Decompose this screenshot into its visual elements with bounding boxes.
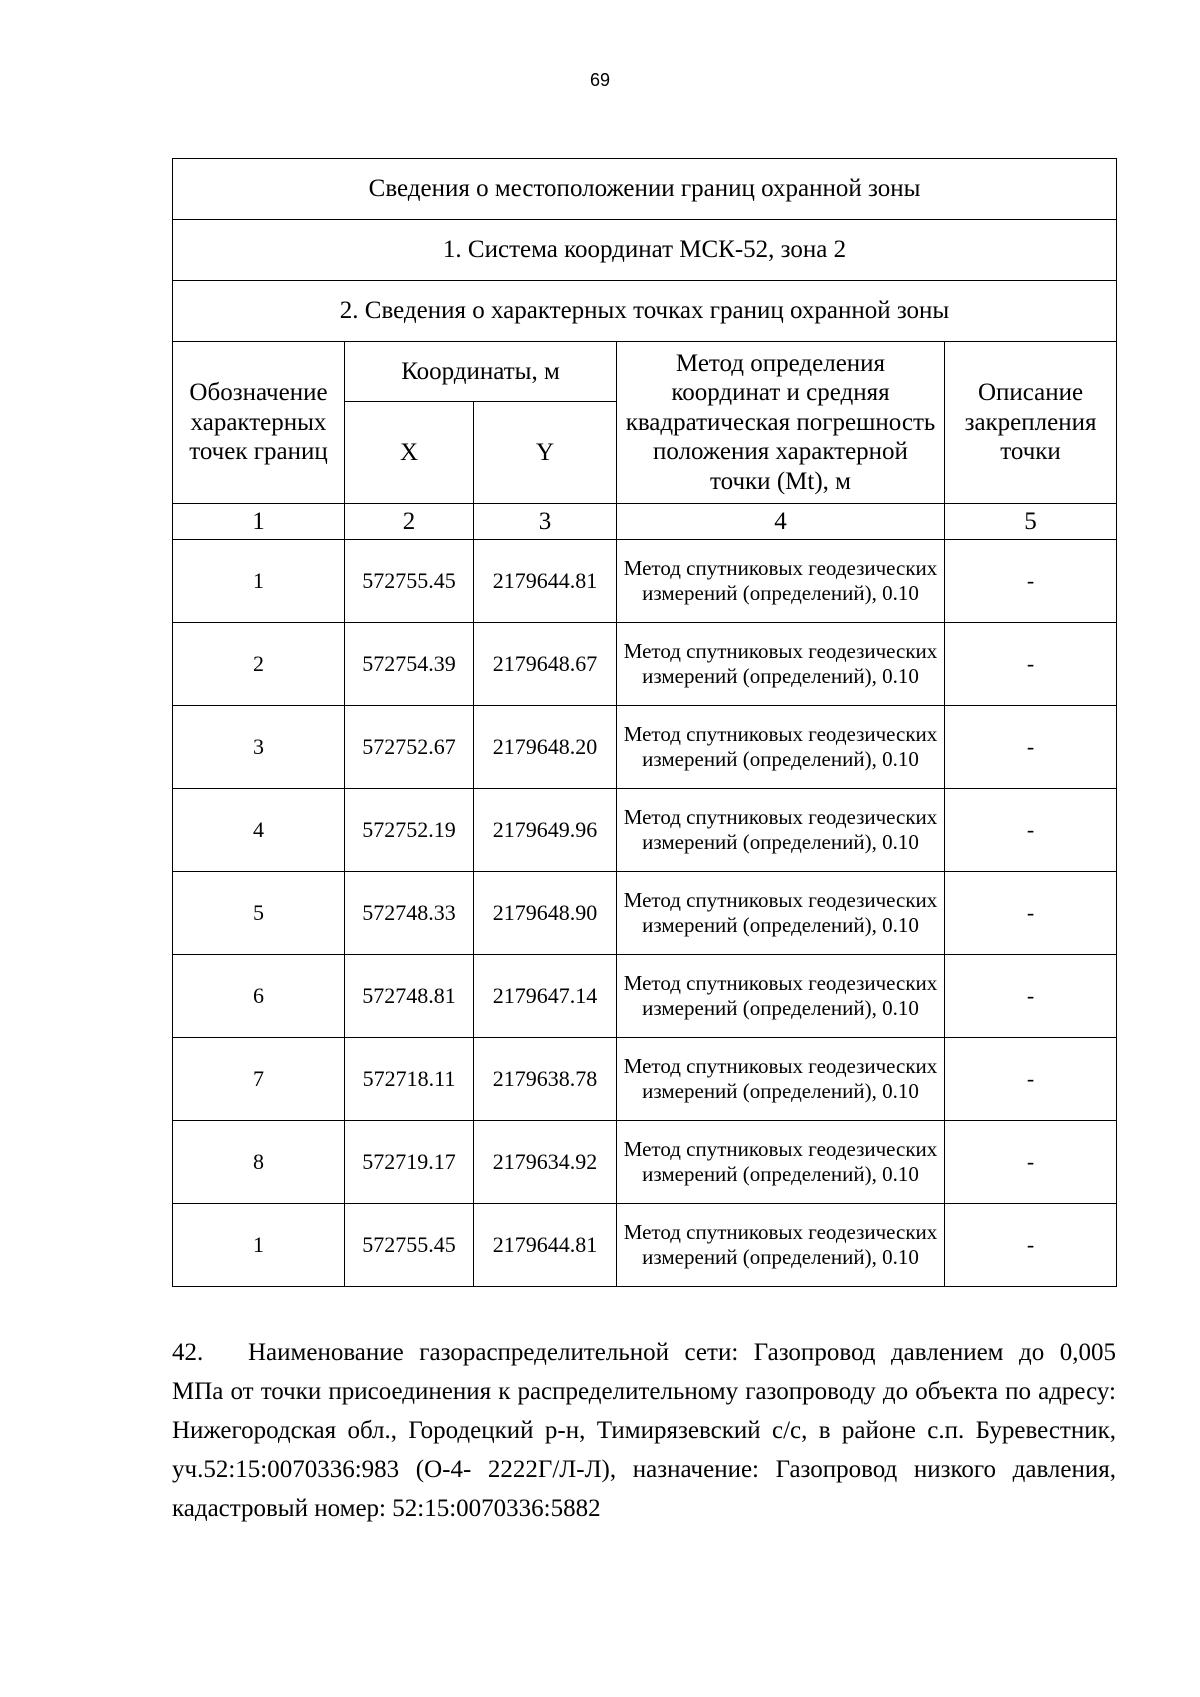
table-row <box>173 1121 1117 1204</box>
method-cell: Метод спутниковых геодезических измерений (определений), 0.10 <box>617 540 945 623</box>
column-number: 2 <box>345 504 474 540</box>
table-row <box>173 540 1117 623</box>
description-cell: - <box>945 1204 1117 1287</box>
boundary-points-table <box>172 158 1117 1287</box>
table-row <box>173 1038 1117 1121</box>
method-cell: Метод спутниковых геодезических измерений (определений), 0.10 <box>617 623 945 706</box>
description-cell: - <box>945 540 1117 623</box>
y-coordinate-cell: 2179649.96 <box>474 789 617 872</box>
table-row <box>173 789 1117 872</box>
point-id-cell: 8 <box>173 1121 345 1204</box>
column-number: 1 <box>173 504 345 540</box>
point-id-cell: 2 <box>173 623 345 706</box>
point-id-cell: 6 <box>173 955 345 1038</box>
x-coordinate-cell: 572748.81 <box>345 955 474 1038</box>
y-coordinate-cell: 2179648.67 <box>474 623 617 706</box>
y-coordinate-cell: 2179644.81 <box>474 540 617 623</box>
y-coordinate-cell: 2179647.14 <box>474 955 617 1038</box>
table-row <box>173 706 1117 789</box>
y-coordinate-cell: 2179638.78 <box>474 1038 617 1121</box>
description-cell: - <box>945 1121 1117 1204</box>
header-method: Метод определения координат и средняя квадратическая погрешность положения характерной точки (Mt), м <box>617 342 945 504</box>
x-coordinate-cell: 572752.67 <box>345 706 474 789</box>
header-description: Описание закрепления точки <box>945 342 1117 504</box>
point-id-cell: 7 <box>173 1038 345 1121</box>
coordinate-system-row: 1. Система координат МСК-52, зона 2 <box>173 220 1117 281</box>
paragraph-text: Наименование газораспределительной сети: Газопровод давлением до 0,005 МПа от точки присоединения к распределительному газопроводу до объекта по адресу: Нижегородская обл., Городецкий р-н, Тимирязевский с/с, в районе с.п. Буревестник, уч.52:15:0070336:983 (О-4- 2222Г/Л-Л), назначение: Газопровод низкого давления, кадастровый номер: 52:15:0070336:5882 <box>172 1339 1116 1522</box>
method-cell: Метод спутниковых геодезических измерений (определений), 0.10 <box>617 1204 945 1287</box>
method-cell: Метод спутниковых геодезических измерений (определений), 0.10 <box>617 872 945 955</box>
point-id-cell: 5 <box>173 872 345 955</box>
point-id-cell: 3 <box>173 706 345 789</box>
y-coordinate-cell: 2179648.20 <box>474 706 617 789</box>
x-coordinate-cell: 572719.17 <box>345 1121 474 1204</box>
x-coordinate-cell: 572755.45 <box>345 1204 474 1287</box>
column-number: 3 <box>474 504 617 540</box>
y-coordinate-cell: 2179634.92 <box>474 1121 617 1204</box>
point-id-cell: 4 <box>173 789 345 872</box>
header-x: X <box>345 402 474 504</box>
method-cell: Метод спутниковых геодезических измерений (определений), 0.10 <box>617 1038 945 1121</box>
description-cell: - <box>945 706 1117 789</box>
point-id-cell: 1 <box>173 1204 345 1287</box>
section-paragraph <box>172 1333 1116 1528</box>
x-coordinate-cell: 572755.45 <box>345 540 474 623</box>
x-coordinate-cell: 572754.39 <box>345 623 474 706</box>
method-cell: Метод спутниковых геодезических измерений (определений), 0.10 <box>617 955 945 1038</box>
column-number: 4 <box>617 504 945 540</box>
method-cell: Метод спутниковых геодезических измерений (определений), 0.10 <box>617 706 945 789</box>
description-cell: - <box>945 872 1117 955</box>
table-row <box>173 1204 1117 1287</box>
method-cell: Метод спутниковых геодезических измерений (определений), 0.10 <box>617 1121 945 1204</box>
x-coordinate-cell: 572718.11 <box>345 1038 474 1121</box>
x-coordinate-cell: 572752.19 <box>345 789 474 872</box>
column-number: 5 <box>945 504 1117 540</box>
point-id-cell: 1 <box>173 540 345 623</box>
x-coordinate-cell: 572748.33 <box>345 872 474 955</box>
page-number: 69 <box>589 70 611 90</box>
points-info-row: 2. Сведения о характерных точках границ охранной зоны <box>173 281 1117 342</box>
header-y: Y <box>474 402 617 504</box>
table-row <box>173 623 1117 706</box>
table-title: Сведения о местоположении границ охранной зоны <box>173 159 1117 220</box>
description-cell: - <box>945 789 1117 872</box>
description-cell: - <box>945 623 1117 706</box>
y-coordinate-cell: 2179644.81 <box>474 1204 617 1287</box>
description-cell: - <box>945 955 1117 1038</box>
header-coordinates: Координаты, м <box>345 342 617 402</box>
y-coordinate-cell: 2179648.90 <box>474 872 617 955</box>
table-row <box>173 955 1117 1038</box>
column-number-row <box>173 504 1117 540</box>
description-cell: - <box>945 1038 1117 1121</box>
header-point-designation: Обозначение характерных точек границ <box>173 342 345 504</box>
table-row <box>173 872 1117 955</box>
paragraph-number: 42. <box>172 1339 204 1366</box>
method-cell: Метод спутниковых геодезических измерений (определений), 0.10 <box>617 789 945 872</box>
